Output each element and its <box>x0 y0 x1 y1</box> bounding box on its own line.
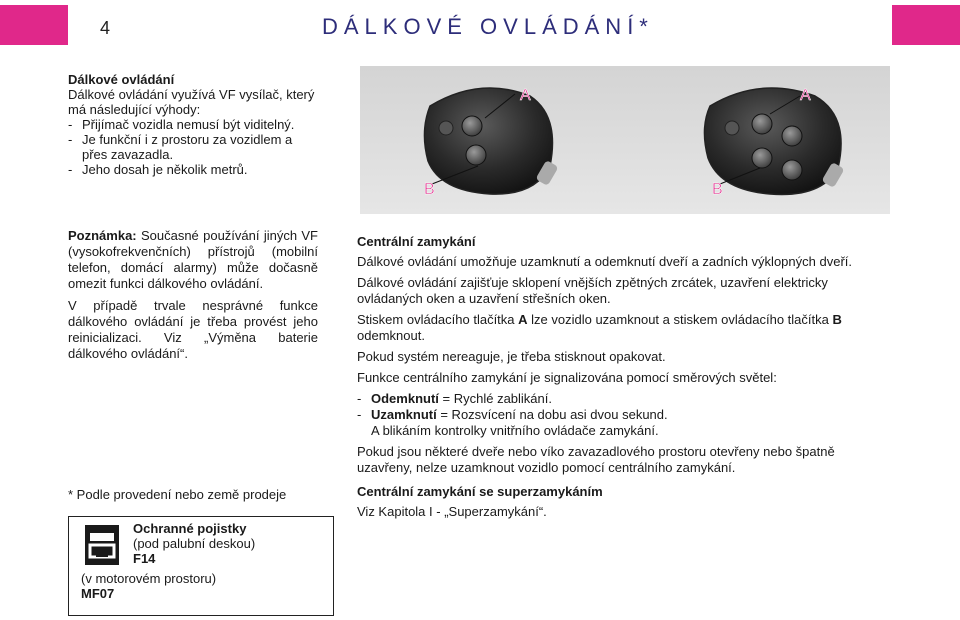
list-item: - Je funkční i z prostoru za vozidlem a přes zavazadla. <box>68 132 318 162</box>
accent-bar-left <box>0 5 68 45</box>
note-paragraph <box>68 228 318 292</box>
paragraph: Dálkové ovládání zajišťuje sklopení vnějších zpětných zrcátek, uzavření elektricky ovládaných oken a uzavření střešních oken. <box>357 275 828 306</box>
fuse-location: (v motorovém prostoru) <box>81 571 217 586</box>
note-text: Současné používání jiných VF (vysokofrekvenčních) přístrojů (mobilní telefon, domácí alarmy) může dočasně omezit funkci dálkového ovládání. <box>68 228 318 291</box>
fuse-box-icon <box>85 525 119 565</box>
list-item: - Přijímač vozidla nemusí být viditelný. <box>68 117 318 132</box>
paragraph: Stiskem ovládacího tlačítka A lze vozidlo uzamknout a stiskem ovládacího tlačítka B odemknout. <box>357 312 842 343</box>
label-b: B <box>712 181 723 198</box>
paragraph: Pokud systém nereaguje, je třeba stisknout opakovat. <box>357 349 666 364</box>
intro-section <box>68 72 318 177</box>
paragraph: Funkce centrálního zamykání je signalizována pomocí směrových světel: <box>357 370 777 385</box>
note-section <box>68 228 318 368</box>
unlock-item: - Odemknutí = Rychlé zablikání. <box>357 391 893 407</box>
label-b: B <box>424 181 435 198</box>
button-a-ref: A <box>518 312 528 327</box>
intro-text: Dálkové ovládání využívá VF vysílač, který má následující výhody: <box>68 87 315 117</box>
fuse-location: (pod palubní deskou) <box>133 536 256 551</box>
paragraph: Viz Kapitola I - „Superzamykání“. <box>357 504 547 519</box>
list-item: - Jeho dosah je několik metrů. <box>68 162 318 177</box>
paragraph: Pokud jsou některé dveře nebo víko zavazadlového prostoru otevřeny nebo špatně uzavřeny, nelze uzamknout vozidlo pomocí centrálního zamykání. <box>357 444 835 475</box>
label-a: A <box>800 87 811 104</box>
fuse-info-box <box>68 516 334 616</box>
fuse-code: MF07 <box>81 586 115 601</box>
accent-bar-right <box>892 5 960 45</box>
page-title: DÁLKOVÉ OVLÁDÁNÍ* <box>322 14 654 39</box>
fuse-code: F14 <box>133 551 156 566</box>
central-locking-section <box>357 234 893 525</box>
remote-one <box>424 87 559 198</box>
label-a: A <box>520 87 531 104</box>
note-label: Poznámka: <box>68 228 137 243</box>
section-heading: Centrální zamykání se superzamykáním <box>357 484 603 499</box>
paragraph: Dálkové ovládání umožňuje uzamknutí a odemknutí dveří a zadních výklopných dveří. <box>357 254 852 269</box>
button-b-ref: B <box>832 312 842 327</box>
section-heading: Centrální zamykání <box>357 234 476 249</box>
remote-two <box>704 87 844 198</box>
lock-item: - Uzamknutí = Rozsvícení na dobu asi dvou sekund. <box>357 407 893 423</box>
advantages-list <box>68 117 318 177</box>
lock-item-continued: A blikáním kontrolky vnitřního ovládače zamykání. <box>371 423 659 438</box>
remote-key-image <box>360 66 890 214</box>
section-heading: Dálkové ovládání <box>68 72 175 87</box>
page-number: 4 <box>100 18 111 38</box>
reinit-paragraph: V případě trvale nesprávné funkce dálkového ovládání je třeba provést jeho reinicializaci. Viz „Výměna baterie dálkového ovládání“. <box>68 298 318 361</box>
fuse-title: Ochranné pojistky <box>133 521 247 536</box>
remote-illustration <box>360 66 890 214</box>
footnote: * Podle provedení nebo země prodeje <box>68 487 287 502</box>
